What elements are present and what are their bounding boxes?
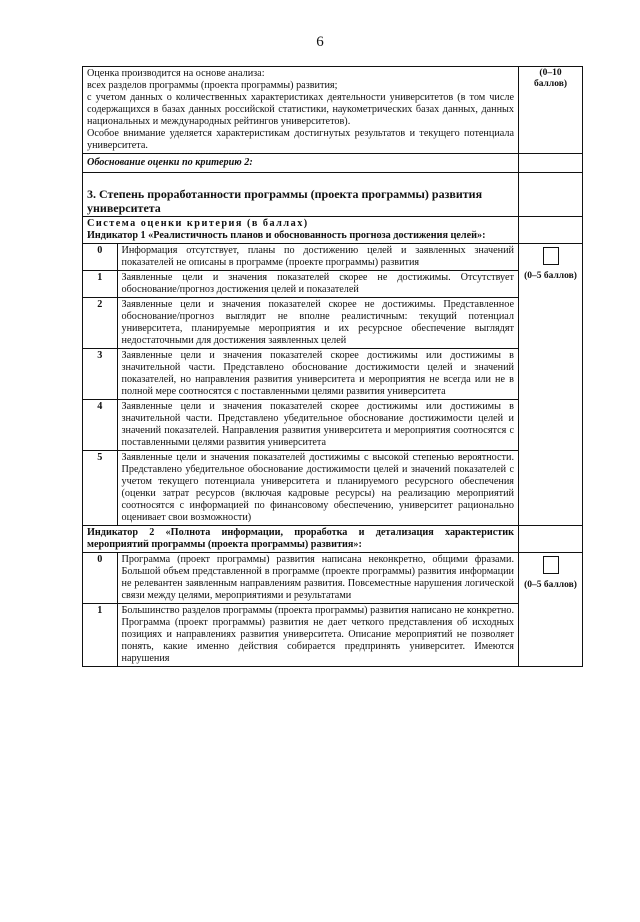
section-row [83,173,583,217]
table-row: 0 Информация отсутствует, планы по достижению целей и заявленных значений показателей не описаны в программе (проекте программы) развития [83,244,518,271]
intro-line: всех разделов программы (проекта программы) развития; [87,80,338,91]
indicator2-score-cell [519,553,583,667]
indicator2-levels [83,553,518,666]
indicator2-title: Индикатор 2 «Полнота информации, проработка и детализация характеристик мероприятий программы (проекта программы) развития»: [83,526,519,553]
table-row: 0 Программа (проект программы) развития написана неконкретно, общими фразами. Большой объем представленной в программе (проекте программы) развития информации не релевантен заявленным направлениям развития. Повсеместные нарушения логической связи между целями, мероприятиями и результатами [83,553,518,604]
indicator1-levels [83,244,518,525]
table-row: 4 Заявленные цели и значения показателей скорее достижимы или достижимы в значительной части. Представлено убедительное обоснование достижимости целей и значений показателей. Направления развития университета и мероприятия соотносятся с поставленными целями развития университета [83,400,518,451]
indicator1-score-cell [519,244,583,526]
indicator2-score: (0–5 баллов) [524,580,577,590]
table-row: 1 Заявленные цели и значения показателей скорее не достижимы. Отсутствует обоснование/прогноз достижения целей и показателей [83,271,518,298]
criteria-table [82,66,583,667]
indicator2-title-row [83,526,583,553]
justification-label: Обоснование оценки по критерию 2: [83,154,519,173]
intro-row [83,67,583,154]
page-number: 6 [316,34,324,50]
indicator1-block [83,244,583,526]
table-row: 5 Заявленные цели и значения показателей достижимы с высокой степенью вероятности. Представлено убедительное обоснование достижимости целей и значений показателей с учетом текущего потенциала университета и планируемого ресурсного обеспечения (оценки затрат ресурсов (включая кадровые ресурсы) на реализацию мероприятий соотносятся с информацией по финансовому обеспечению, университет рационально оценивает свои возможности) [83,451,518,526]
table-row: 1 Большинство разделов программы (проекта программы) развития написано не конкретно. Программа (проект программы) развития не дает четкого представления об исходных позициях и направлениях развития университета. Описание мероприятий не позволяет понять, какие именно действия собирается предпринять университет. Имеются нарушения [83,604,518,667]
table-row: 2 Заявленные цели и значения показателей скорее не достижимы. Представленное обоснование/прогноз выглядит не вполне реалистичным: текущий потенциал университета, планируемые мероприятия и их ресурсное обеспечение выглядят недостаточными для достижения заявленных целей [83,298,518,349]
score-entry-box[interactable] [543,247,559,265]
intro-score: (0–10 баллов) [519,67,583,154]
intro-line: Особое внимание уделяется характеристикам достигнутых результатов и текущего потенциала университета. [87,128,514,151]
intro-line: с учетом данных о количественных характеристиках деятельности университетов (в том числе содержащихся в базах данных российской статистики, наукометрических базах данных, данных национальных и международных рейтингов университетов). [87,92,514,127]
table-row: 3 Заявленные цели и значения показателей скорее достижимы или достижимы в значительной части. Представлено обоснование достижимости целей и значений показателей, но направления развития университета и мероприятия не всегда или не в полной мере соотносятся с поставленными целями развития университета [83,349,518,400]
indicator1-title: Индикатор 1 «Реалистичность планов и обоснованность прогноза достижения целей»: [87,230,486,241]
intro-text [83,67,519,154]
indicator2-block [83,553,583,667]
evaluation-system-heading: Система оценки критерия (в баллах) [87,218,309,229]
score-entry-box[interactable] [543,556,559,574]
intro-line: Оценка производится на основе анализа: [87,68,265,79]
system-row [83,217,583,244]
indicator1-score: (0–5 баллов) [524,271,577,281]
section-title: 3. Степень проработанности программы (проекта программы) развития университета [83,173,519,217]
justification-row [83,154,583,173]
